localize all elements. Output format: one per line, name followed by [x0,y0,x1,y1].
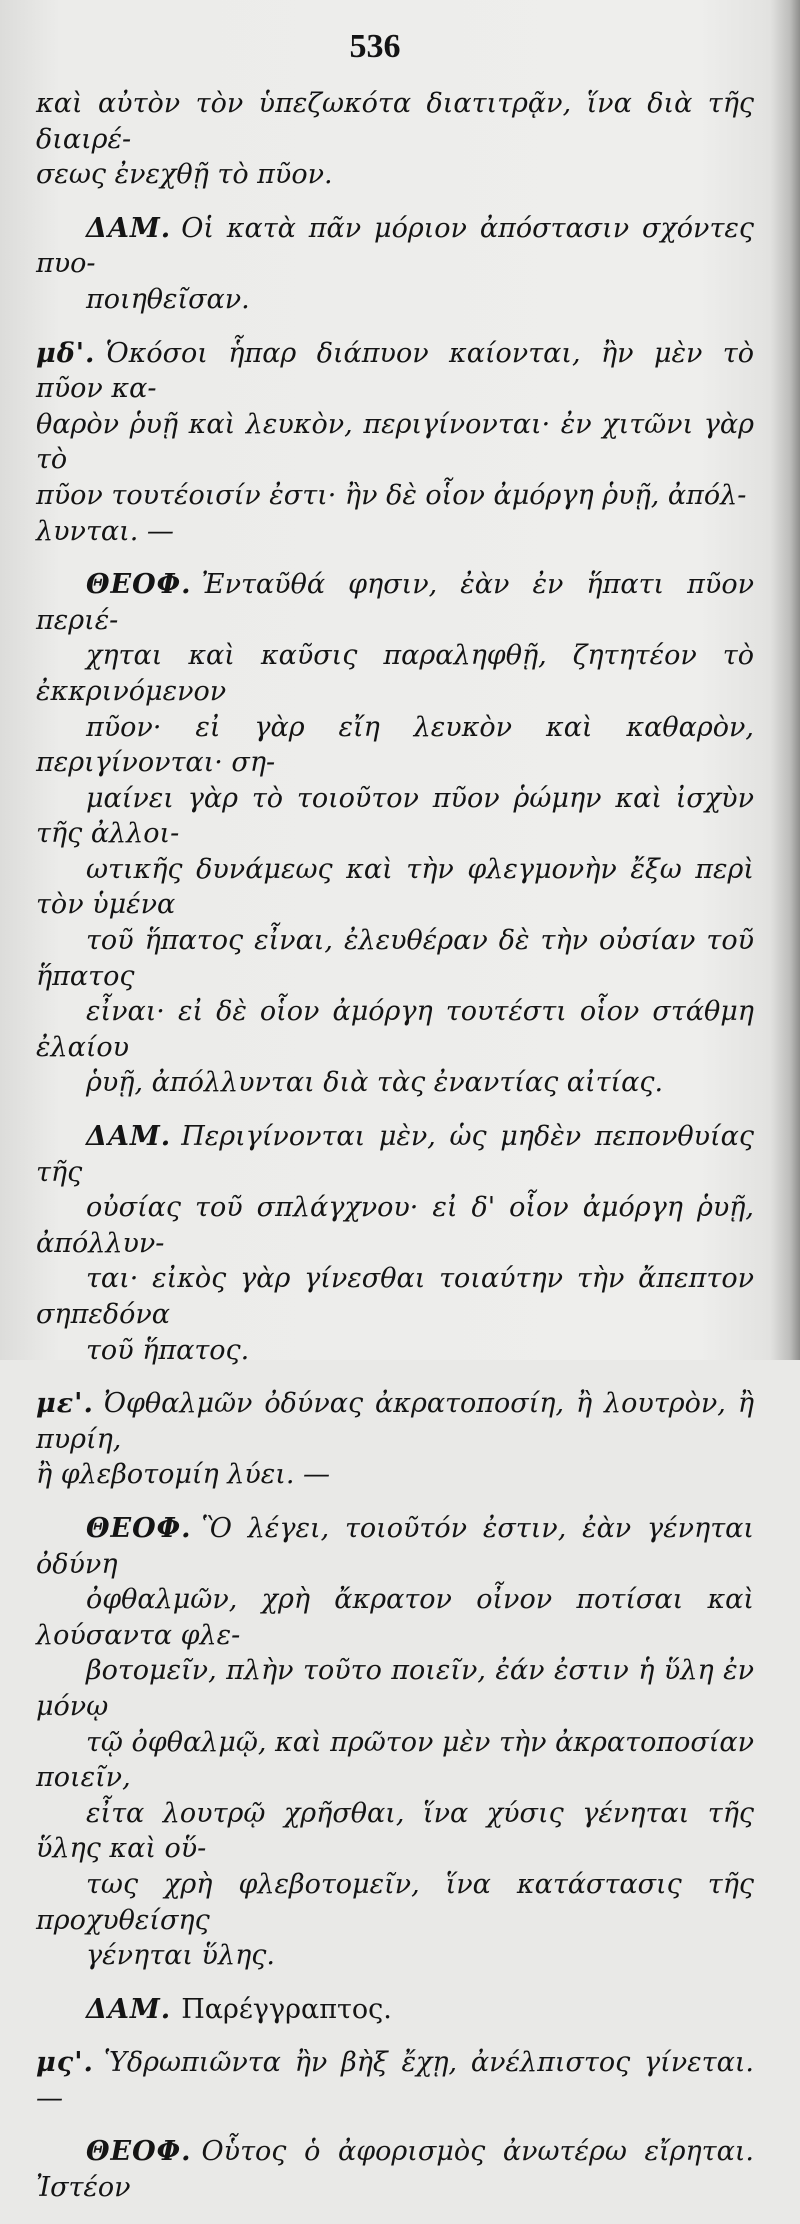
speaker-label: ΔΑΜ. [86,1121,172,1153]
text-line: λυνται. — [36,515,174,547]
speaker-label: ΔΑΜ. [86,1993,172,2025]
text-line: μαίνει γὰρ τὸ τοιοῦτον πῦον ῥώμην καὶ ἰσχὺν τῆς ἀλλοι- [36,782,754,850]
text-line: Ὃ λέγει, τοιοῦτόν ἐστιν, ἐὰν γένηται ὀδύνη [36,1512,754,1580]
paragraph-aphorism-44 [36,336,754,550]
text-line: ὀφθαλμῶν, χρὴ ἄκρατον οἶνον ποτίσαι καὶ λούσαντα φλε- [36,1584,754,1651]
paragraph-theoph-commentary [36,2134,754,2205]
text-line: Περιγίνονται μὲν, ὡς μηδὲν πεπονθυίας τῆς [36,1121,754,1188]
text-line: Ὀφθαλμῶν ὀδύνας ἀκρατοποσίη, ἢ λουτρὸν, ἢ πυρίη, [36,1388,754,1455]
text-line: Ὁκόσοι ἧπαρ διάπυον καίονται, ἢν μὲν τὸ πῦον κα- [36,337,754,405]
text-line: Ὑδρωπιῶντα ἢν βὴξ ἔχῃ, ἀνέλπιστος γίνεται. — [36,2047,754,2114]
text-line: ποιηθεῖσαν. [86,283,250,315]
text-line: τῷ ὀφθαλμῷ, καὶ πρῶτον μὲν τὴν ἀκρατοποσίαν ποιεῖν, [36,1726,754,1794]
paragraph-dam-commentary [36,1992,754,2028]
text-line: Ἐνταῦθά φησιν, ἐὰν ἐν ἥπατι πῦον περιέ- [36,569,754,636]
text-line: χηται καὶ καῦσις παραληφθῇ, ζητητέον τὸ ἐκκρινόμενον [36,640,754,707]
paragraph-theoph-commentary [36,1511,754,1974]
text-line: ῥυῇ, ἀπόλλυνται διὰ τὰς ἐναντίας αἰτίας. [86,1067,664,1099]
text-line: ἢ φλεβοτομίη λύει. — [36,1459,330,1491]
paragraph-continuation [36,86,754,193]
aphorism-number: με'. [36,1388,94,1420]
text-line: τως χρὴ φλεβοτομεῖν, ἵνα κατάστασις τῆς προχυθείσης [36,1868,754,1936]
text-line: εἶτα λουτρῷ χρῆσθαι, ἵνα χύσις γένηται τῆς ὕλης καὶ οὕ- [36,1797,754,1865]
paragraph-dam-commentary [36,211,754,318]
text-line: τοῦ ἥπατος εἶναι, ἐλευθέραν δὲ τὴν οὐσίαν τοῦ ἥπατος [36,925,754,992]
speaker-label: ΘΕΟΦ. [86,2136,192,2168]
text-line: τοῦ ἥπατος. [86,1334,250,1366]
text-line: Παρέγγραπτος. [181,1993,392,2025]
text-line: Οἱ κατὰ πᾶν μόριον ἀπόστασιν σχόντες πυο- [36,212,754,280]
paragraph-dam-commentary [36,1119,754,1368]
speaker-label: ΔΑΜ. [86,212,172,244]
speaker-label: ΘΕΟΦ. [86,1512,192,1544]
text-line: ωτικῆς δυνάμεως καὶ τὴν φλεγμονὴν ἔξω περὶ τὸν ὑμένα [36,853,754,921]
paragraph-aphorism-45 [36,1386,754,1493]
text-line: πῦον· εἰ γὰρ εἴη λευκὸν καὶ καθαρὸν, περιγίνονται· ση- [36,711,754,779]
aphorism-number: μς'. [36,2047,94,2079]
speaker-label: ΘΕΟΦ. [86,569,192,601]
text-line: θαρὸν ῥυῇ καὶ λευκὸν, περιγίνονται· ἐν χιτῶνι γὰρ τὸ [36,408,754,476]
text-line: βοτομεῖν, πλὴν τοῦτο ποιεῖν, ἐάν ἐστιν ἡ ὕλη ἐν μόνῳ [36,1655,754,1722]
text-line: Οὗτος ὁ ἀφορισμὸς ἀνωτέρω εἴρηται. Ἰστέον [36,2136,754,2204]
text-line: σεως ἐνεχθῇ τὸ πῦον. [36,159,333,191]
text-line: οὐσίας τοῦ σπλάγχνου· εἰ δ' οἷον ἀμόργη ῥυῇ, ἀπόλλυν- [36,1192,754,1259]
text-line: πῦον τουτέοισίν ἐστι· ἢν δὲ οἷον ἀμόργη ῥυῇ, ἀπόλ- [36,479,747,511]
paragraph-aphorism-46 [36,2045,754,2116]
text-line: εἶναι· εἰ δὲ οἷον ἀμόργη τουτέστι οἷον στάθμη ἐλαίου [36,996,754,1063]
text-body [36,86,754,2224]
paragraph-theoph-commentary [36,567,754,1101]
page-number: 536 [349,28,401,65]
text-line: γένηται ὕλης. [86,1940,275,1972]
aphorism-number: μδ'. [36,337,96,369]
text-line: καὶ αὐτὸν τὸν ὑπεζωκότα διατιτρᾷν, ἵνα διὰ τῆς διαιρέ- [36,88,754,155]
text-line: ται· εἰκὸς γὰρ γίνεσθαι τοιαύτην τὴν ἄπεπτον σηπεδόνα [36,1263,754,1330]
